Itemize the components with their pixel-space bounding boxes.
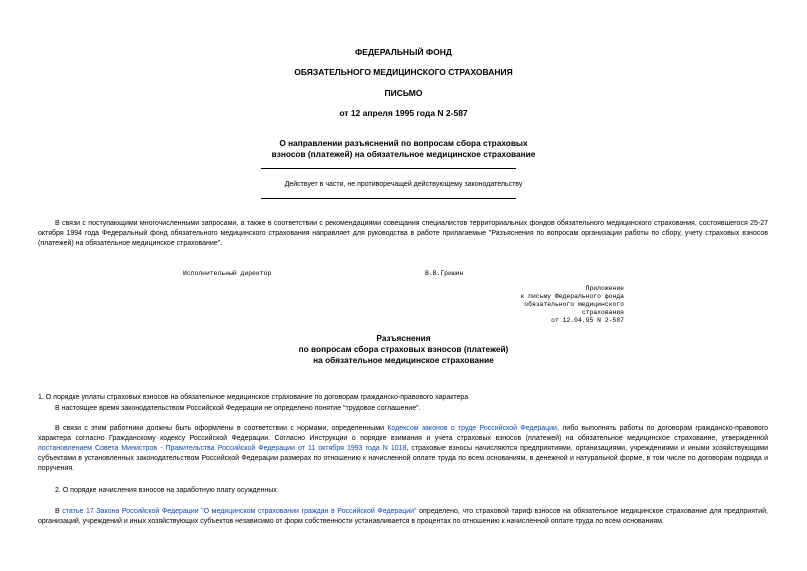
appendix-line4: страхования (581, 309, 624, 316)
signature-name: В.В.Гришин (425, 270, 464, 277)
intro-paragraph-text: В связи с поступающими многочисленными запросами, а также в соответствии с рекомендациями совещания специалистов территориальных фондов обязательного медицинского страхования, состоявшегося 25-27 октября 1994 года Федеральный фонд обязательного медицинского страхования направляет для руководства в работе прилагаемые "Разъяснения по вопросам организации работы по сбору, учету страховых взносов (платежей) на обязательное медицинское страхование". (38, 220, 768, 247)
clarifications-title-line2: по вопросам сбора страховых взносов (платежей) (298, 344, 509, 354)
section2-p1-prefix: В (55, 508, 63, 515)
section1-heading: 1. О порядке уплаты страховых взносов на обязательное медицинское страхование по договорам гражданско-правового характера (38, 394, 469, 401)
status-bottom-divider (261, 198, 516, 199)
appendix-line2: к письму Федерального фонда (520, 293, 624, 300)
status-top-divider (261, 168, 516, 169)
medical-insurance-law-link[interactable]: статье 17 Закона Российской Федерации "О медицинском страховании граждан в Российской Федерации" (62, 508, 417, 515)
org-name-line2: ОБЯЗАТЕЛЬНОГО МЕДИЦИНСКОГО СТРАХОВАНИЯ (294, 67, 513, 77)
document-type: ПИСЬМО (384, 88, 423, 98)
section1-p2-text2: , либо выполнять работы по договорам гражданско-правового характера согласно Гражданскому кодексу Российской Федерации. Согласно Инструкции о порядке взимания и учета страховых взносов (платежей) на обязательное медицинское страхование, утвержденной (38, 425, 769, 442)
intro-paragraph (38, 219, 768, 249)
document-status: Действует в части, не противоречащей действующему законодательству (284, 181, 523, 188)
org-name-line1: ФЕДЕРАЛЬНЫЙ ФОНД (355, 47, 452, 57)
appendix-block (520, 285, 624, 325)
section2-heading: 2. О порядке начисления взносов на заработную плату осужденных (55, 487, 277, 494)
document-date-number: от 12 апреля 1995 года N 2-587 (339, 108, 468, 118)
section1-line1: В настоящее время законодательством Российской Федерации не определено понятие "трудовое соглашение". (55, 405, 421, 412)
appendix-line1: Приложение (585, 285, 624, 292)
appendix-line5: от 12.04.95 N 2-587 (551, 317, 624, 324)
clarifications-title-line1: Разъяснения (376, 333, 431, 343)
clarifications-title-line3: на обязательное медицинское страхование (313, 355, 494, 365)
document-title-line2: взносов (платежей) на обязательное медицинское страхование (271, 149, 536, 159)
labor-code-link[interactable]: Кодексом законов о труде Российской Федерации (387, 425, 557, 432)
section1-p2-text1: В связи с этим работники должны быть оформлены в соответствии с нормами, определенными (55, 425, 388, 432)
document-title-line1: О направлении разъяснений по вопросам сбора страховых (279, 138, 528, 148)
section1-p2-text3: , страховые взносы начисляются предприятиями, организациями, учреждениями и иными хозяйствующими субъектами в установленных законодательством Российской Федерации размерах по отношению к начисленной оплате труда по всем основаниям, в денежной и натуральной форме, в том числе по договорам подряда и поручения. (38, 445, 768, 472)
section2-paragraph1 (38, 507, 768, 527)
government-resolution-link[interactable]: постановлением Совета Министров - Правительства Российской Федерации от 11 октября 1993 года N 1018 (38, 445, 407, 452)
section2-p1-text: определено, что страховой тариф взносов на обязательное медицинское страхование для предприятий, организаций, учреждений и иных хозяйствующих субъектов независимо от форм собственности устанавливается в процентах по отношению к начисленной оплате труда по всем основаниям. (38, 508, 768, 525)
appendix-line3: обязательного медицинского (524, 301, 624, 308)
section1-paragraph2 (38, 424, 768, 474)
signature-position: Исполнительный директор (183, 270, 272, 277)
